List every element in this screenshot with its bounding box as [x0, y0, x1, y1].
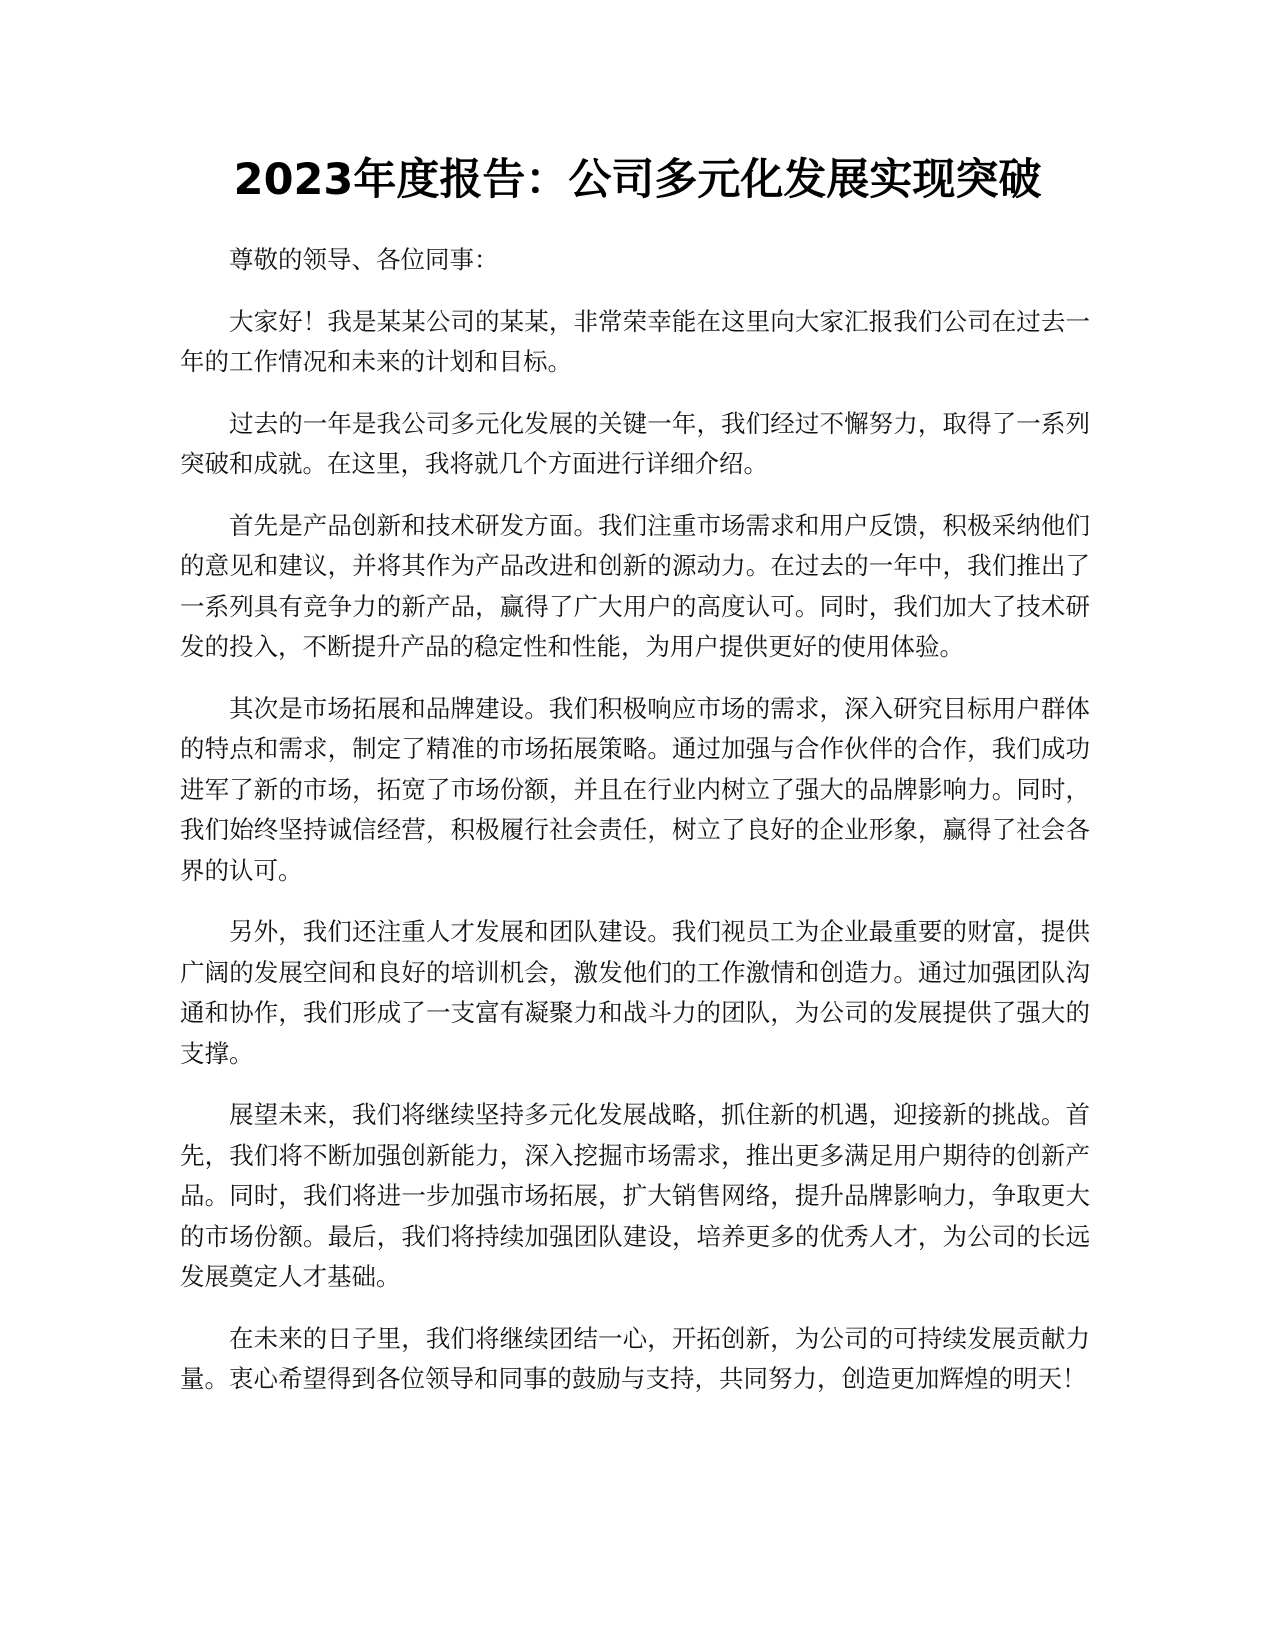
paragraph-greeting: 大家好！我是某某公司的某某，非常荣幸能在这里向大家汇报我们公司在过去一年的工作情况和未来的计划和目标。	[180, 306, 1090, 376]
paragraph-talent-development: 另外，我们还注重人才发展和团队建设。我们视员工为企业最重要的财富，提供广阔的发展空间和良好的培训机会，激发他们的工作激情和创造力。通过加强团队沟通和协作，我们形成了一支富有凝聚力和战斗力的团队，为公司的发展提供了强大的支撑。	[180, 917, 1090, 1068]
document-body	[180, 240, 1090, 1421]
paragraph-product-innovation: 首先是产品创新和技术研发方面。我们注重市场需求和用户反馈，积极采纳他们的意见和建议，并将其作为产品改进和创新的源动力。在过去的一年中，我们推出了一系列具有竞争力的新产品，赢得了广大用户的高度认可。同时，我们加大了技术研发的投入，不断提升产品的稳定性和性能，为用户提供更好的使用体验。	[180, 510, 1090, 661]
paragraph-overview: 过去的一年是我公司多元化发展的关键一年，我们经过不懈努力，取得了一系列突破和成就。在这里，我将就几个方面进行详细介绍。	[180, 408, 1090, 478]
paragraph-closing: 在未来的日子里，我们将继续团结一心，开拓创新，为公司的可持续发展贡献力量。衷心希望得到各位领导和同事的鼓励与支持，共同努力，创造更加辉煌的明天！	[180, 1323, 1090, 1393]
paragraph-outlook: 展望未来，我们将继续坚持多元化发展战略，抓住新的机遇，迎接新的挑战。首先，我们将不断加强创新能力，深入挖掘市场需求，推出更多满足用户期待的创新产品。同时，我们将进一步加强市场拓展，扩大销售网络，提升品牌影响力，争取更大的市场份额。最后，我们将持续加强团队建设，培养更多的优秀人才，为公司的长远发展奠定人才基础。	[180, 1100, 1090, 1291]
paragraph-market-expansion: 其次是市场拓展和品牌建设。我们积极响应市场的需求，深入研究目标用户群体的特点和需求，制定了精准的市场拓展策略。通过加强与合作伙伴的合作，我们成功进军了新的市场，拓宽了市场份额，并且在行业内树立了强大的品牌影响力。同时，我们始终坚持诚信经营，积极履行社会责任，树立了良好的企业形象，赢得了社会各界的认可。	[180, 693, 1090, 885]
document-title: 2023年度报告：公司多元化发展实现突破	[233, 155, 1042, 205]
paragraph-salutation: 尊敬的领导、各位同事：	[229, 245, 499, 274]
